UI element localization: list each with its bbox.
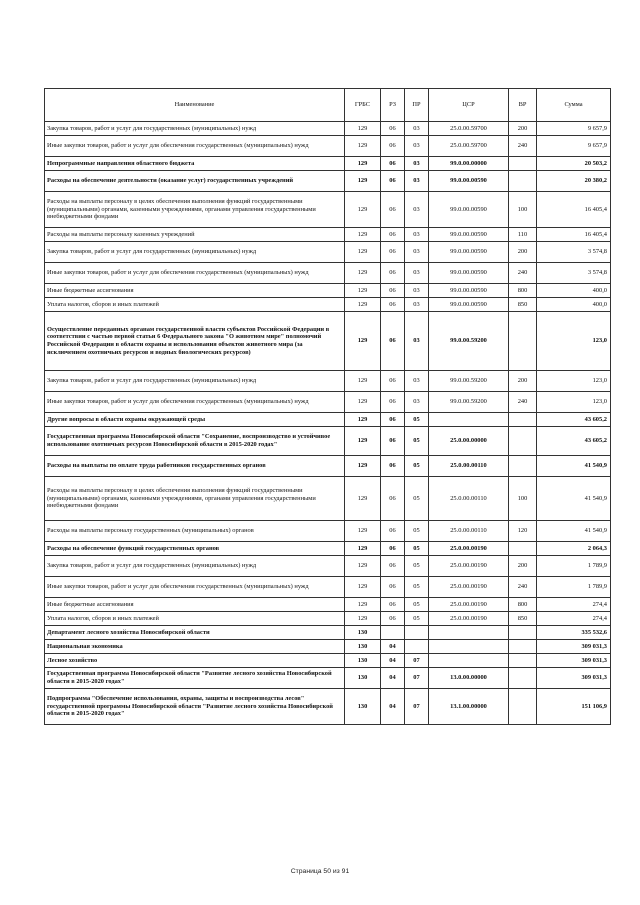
table-row (45, 298, 611, 312)
table-row (45, 192, 611, 228)
budget-table (44, 88, 611, 725)
cell-rz: 06 (381, 542, 405, 556)
table-row (45, 598, 611, 612)
cell-name: Иные бюджетные ассигнования (45, 598, 345, 612)
cell-vr (509, 668, 537, 689)
cell-rz: 06 (381, 392, 405, 413)
cell-pr: 03 (405, 122, 429, 136)
cell-vr: 120 (509, 521, 537, 542)
cell-rz: 06 (381, 312, 405, 371)
cell-grbs: 129 (345, 136, 381, 157)
cell-rz: 06 (381, 242, 405, 263)
table-body (45, 122, 611, 725)
cell-rz: 06 (381, 413, 405, 427)
cell-sum: 9 657,9 (537, 122, 611, 136)
cell-vr: 200 (509, 122, 537, 136)
cell-name: Расходы на выплаты персоналу государственных (муниципальных) органов (45, 521, 345, 542)
header-sum: Сумма (537, 89, 611, 122)
cell-name: Закупка товаров, работ и услуг для государственных (муниципальных) нужд (45, 556, 345, 577)
cell-sum: 3 574,8 (537, 263, 611, 284)
cell-csr (429, 654, 509, 668)
cell-csr: 99.0.00.00590 (429, 242, 509, 263)
cell-grbs: 129 (345, 312, 381, 371)
cell-rz: 06 (381, 157, 405, 171)
table-row (45, 392, 611, 413)
cell-pr: 05 (405, 612, 429, 626)
table-row (45, 542, 611, 556)
cell-vr (509, 171, 537, 192)
cell-csr: 99.0.00.00000 (429, 157, 509, 171)
cell-name: Иные закупки товаров, работ и услуг для обеспечения государственных (муниципальных) нужд (45, 392, 345, 413)
cell-grbs: 129 (345, 284, 381, 298)
cell-sum: 41 540,9 (537, 456, 611, 477)
table-row (45, 654, 611, 668)
cell-vr: 100 (509, 192, 537, 228)
cell-sum: 123,0 (537, 371, 611, 392)
cell-name: Расходы на выплаты по оплате труда работников государственных органов (45, 456, 345, 477)
cell-pr: 03 (405, 284, 429, 298)
cell-rz: 06 (381, 298, 405, 312)
cell-sum: 123,0 (537, 312, 611, 371)
cell-name: Государственная программа Новосибирской области "Развитие лесного хозяйства Новосибирской области в 2015-2020 годах" (45, 668, 345, 689)
table-row (45, 122, 611, 136)
cell-grbs: 129 (345, 556, 381, 577)
cell-vr (509, 654, 537, 668)
cell-vr: 200 (509, 371, 537, 392)
cell-csr: 25.0.00.59700 (429, 136, 509, 157)
cell-name: Расходы на выплаты персоналу в целях обеспечения выполнения функций государственными (муниципальными) органами, казенными учреждениями, органами управления государственными внебюджетными фондами (45, 477, 345, 521)
cell-sum: 2 064,3 (537, 542, 611, 556)
cell-grbs: 129 (345, 542, 381, 556)
cell-grbs: 129 (345, 477, 381, 521)
header-row (45, 89, 611, 122)
cell-pr: 05 (405, 577, 429, 598)
cell-csr (429, 626, 509, 640)
cell-rz: 06 (381, 577, 405, 598)
cell-pr: 07 (405, 668, 429, 689)
table-row (45, 626, 611, 640)
cell-sum: 123,0 (537, 392, 611, 413)
cell-rz: 06 (381, 556, 405, 577)
cell-pr: 03 (405, 171, 429, 192)
table-row (45, 371, 611, 392)
cell-pr: 03 (405, 371, 429, 392)
header-name: Наименование (45, 89, 345, 122)
cell-csr: 25.0.00.00110 (429, 456, 509, 477)
cell-pr: 03 (405, 192, 429, 228)
cell-csr: 99.0.00.00590 (429, 284, 509, 298)
cell-rz: 06 (381, 228, 405, 242)
cell-vr (509, 456, 537, 477)
cell-grbs: 129 (345, 228, 381, 242)
header-rz: РЗ (381, 89, 405, 122)
cell-name: Другие вопросы в области охраны окружающей среды (45, 413, 345, 427)
table-row (45, 556, 611, 577)
cell-csr: 99.0.00.00590 (429, 228, 509, 242)
cell-pr (405, 640, 429, 654)
cell-vr: 240 (509, 263, 537, 284)
cell-grbs: 129 (345, 612, 381, 626)
cell-vr (509, 689, 537, 725)
cell-name: Департамент лесного хозяйства Новосибирской области (45, 626, 345, 640)
cell-csr: 99.0.00.00590 (429, 192, 509, 228)
cell-pr: 03 (405, 242, 429, 263)
cell-grbs: 130 (345, 654, 381, 668)
cell-csr: 25.0.00.00190 (429, 598, 509, 612)
table-row (45, 312, 611, 371)
cell-rz (381, 626, 405, 640)
cell-grbs: 129 (345, 413, 381, 427)
cell-vr: 200 (509, 242, 537, 263)
table-row (45, 242, 611, 263)
cell-rz: 06 (381, 456, 405, 477)
cell-grbs: 129 (345, 298, 381, 312)
cell-csr: 13.0.00.00000 (429, 668, 509, 689)
cell-grbs: 129 (345, 263, 381, 284)
cell-grbs: 129 (345, 371, 381, 392)
cell-rz: 06 (381, 192, 405, 228)
cell-pr: 07 (405, 689, 429, 725)
cell-csr: 99.0.00.59200 (429, 371, 509, 392)
cell-vr (509, 157, 537, 171)
cell-csr: 25.0.00.00190 (429, 542, 509, 556)
cell-name: Непрограммные направления областного бюджета (45, 157, 345, 171)
cell-name: Иные закупки товаров, работ и услуг для обеспечения государственных (муниципальных) нужд (45, 263, 345, 284)
cell-rz: 06 (381, 263, 405, 284)
cell-name: Закупка товаров, работ и услуг для государственных (муниципальных) нужд (45, 122, 345, 136)
cell-name: Иные закупки товаров, работ и услуг для обеспечения государственных (муниципальных) нужд (45, 577, 345, 598)
cell-name: Государственная программа Новосибирской области "Сохранение, воспроизводство и устойчивое использование охотничьих ресурсов Новосибирской области в 2015-2020 годах" (45, 427, 345, 456)
table-row (45, 263, 611, 284)
cell-grbs: 130 (345, 626, 381, 640)
cell-grbs: 129 (345, 577, 381, 598)
cell-sum: 41 540,9 (537, 521, 611, 542)
cell-grbs: 130 (345, 689, 381, 725)
cell-pr: 03 (405, 136, 429, 157)
cell-grbs: 129 (345, 122, 381, 136)
cell-csr: 13.1.00.00000 (429, 689, 509, 725)
cell-csr: 25.0.00.00000 (429, 427, 509, 456)
cell-sum: 335 532,6 (537, 626, 611, 640)
cell-pr: 03 (405, 312, 429, 371)
cell-sum: 274,4 (537, 598, 611, 612)
cell-csr: 99.0.00.00590 (429, 263, 509, 284)
cell-csr: 25.0.00.00190 (429, 612, 509, 626)
cell-vr: 240 (509, 392, 537, 413)
cell-rz: 06 (381, 371, 405, 392)
cell-pr: 03 (405, 298, 429, 312)
cell-vr: 850 (509, 612, 537, 626)
table-row (45, 577, 611, 598)
header-grbs: ГРБС (345, 89, 381, 122)
cell-vr: 100 (509, 477, 537, 521)
cell-name: Уплата налогов, сборов и иных платежей (45, 612, 345, 626)
cell-rz: 04 (381, 654, 405, 668)
cell-rz: 06 (381, 171, 405, 192)
cell-name: Подпрограмма "Обеспечение использования, охраны, защиты и воспроизводства лесов" государственной программы Новосибирской области "Развитие лесного хозяйства Новосибирской области в 2015-2020 годах" (45, 689, 345, 725)
cell-sum: 3 574,8 (537, 242, 611, 263)
cell-pr: 03 (405, 263, 429, 284)
cell-name: Иные закупки товаров, работ и услуг для обеспечения государственных (муниципальных) нужд (45, 136, 345, 157)
table-row (45, 477, 611, 521)
cell-sum: 1 789,9 (537, 556, 611, 577)
cell-sum: 9 657,9 (537, 136, 611, 157)
cell-name: Расходы на выплаты персоналу казенных учреждений (45, 228, 345, 242)
cell-grbs: 129 (345, 242, 381, 263)
cell-pr: 05 (405, 598, 429, 612)
cell-sum: 41 540,9 (537, 477, 611, 521)
cell-pr: 05 (405, 542, 429, 556)
cell-csr: 25.0.00.59700 (429, 122, 509, 136)
cell-sum: 309 031,3 (537, 640, 611, 654)
cell-rz: 06 (381, 477, 405, 521)
cell-sum: 43 605,2 (537, 413, 611, 427)
cell-name: Закупка товаров, работ и услуг для государственных (муниципальных) нужд (45, 242, 345, 263)
cell-name: Уплата налогов, сборов и иных платежей (45, 298, 345, 312)
cell-sum: 1 789,9 (537, 577, 611, 598)
cell-pr: 05 (405, 413, 429, 427)
cell-pr: 03 (405, 228, 429, 242)
cell-name: Расходы на обеспечение функций государственных органов (45, 542, 345, 556)
cell-vr (509, 542, 537, 556)
cell-vr (509, 626, 537, 640)
cell-rz: 06 (381, 122, 405, 136)
cell-name: Иные бюджетные ассигнования (45, 284, 345, 298)
cell-pr: 03 (405, 392, 429, 413)
cell-sum: 20 503,2 (537, 157, 611, 171)
cell-rz: 06 (381, 521, 405, 542)
cell-rz: 06 (381, 427, 405, 456)
cell-grbs: 130 (345, 668, 381, 689)
table-row (45, 640, 611, 654)
table-row (45, 612, 611, 626)
table-row (45, 228, 611, 242)
cell-pr: 05 (405, 456, 429, 477)
cell-sum: 400,0 (537, 284, 611, 298)
cell-csr: 99.0.00.00590 (429, 171, 509, 192)
cell-csr (429, 640, 509, 654)
cell-sum: 274,4 (537, 612, 611, 626)
cell-vr: 200 (509, 556, 537, 577)
page-number: Страница 50 из 91 (290, 868, 350, 875)
cell-grbs: 129 (345, 192, 381, 228)
cell-vr (509, 312, 537, 371)
header-csr: ЦСР (429, 89, 509, 122)
cell-csr: 25.0.00.00190 (429, 577, 509, 598)
cell-sum: 309 031,3 (537, 668, 611, 689)
cell-name: Закупка товаров, работ и услуг для государственных (муниципальных) нужд (45, 371, 345, 392)
cell-csr: 99.0.00.00590 (429, 298, 509, 312)
cell-name: Национальная экономика (45, 640, 345, 654)
cell-csr: 99.0.00.59200 (429, 312, 509, 371)
cell-name: Расходы на обеспечение деятельности (оказание услуг) государственных учреждений (45, 171, 345, 192)
cell-vr: 850 (509, 298, 537, 312)
table-row (45, 157, 611, 171)
cell-grbs: 130 (345, 640, 381, 654)
table-row (45, 668, 611, 689)
cell-vr (509, 427, 537, 456)
table-row (45, 413, 611, 427)
table-row (45, 171, 611, 192)
cell-vr: 800 (509, 284, 537, 298)
cell-vr: 800 (509, 598, 537, 612)
cell-vr: 240 (509, 136, 537, 157)
cell-rz: 06 (381, 612, 405, 626)
cell-pr: 03 (405, 157, 429, 171)
cell-rz: 04 (381, 689, 405, 725)
cell-rz: 06 (381, 598, 405, 612)
cell-name: Лесное хозяйство (45, 654, 345, 668)
cell-sum: 20 380,2 (537, 171, 611, 192)
cell-pr (405, 626, 429, 640)
cell-sum: 16 405,4 (537, 192, 611, 228)
cell-sum: 43 605,2 (537, 427, 611, 456)
cell-name: Осуществление переданных органам государственной власти субъектов Российской Федерации в соответствии с частью первой статьи 6 Федерального закона "О животном мире" полномочий Российской Федерации в области охраны и использования объектов животного мира (за исключением охотничьих ресурсов и водных биологических ресурсов) (45, 312, 345, 371)
cell-grbs: 129 (345, 456, 381, 477)
cell-rz: 06 (381, 136, 405, 157)
cell-sum: 400,0 (537, 298, 611, 312)
cell-grbs: 129 (345, 598, 381, 612)
cell-rz: 04 (381, 668, 405, 689)
header-vr: ВР (509, 89, 537, 122)
cell-sum: 309 031,3 (537, 654, 611, 668)
cell-csr: 25.0.00.00190 (429, 556, 509, 577)
cell-pr: 05 (405, 477, 429, 521)
cell-grbs: 129 (345, 157, 381, 171)
cell-grbs: 129 (345, 521, 381, 542)
table-row (45, 689, 611, 725)
cell-csr (429, 413, 509, 427)
cell-pr: 05 (405, 521, 429, 542)
cell-csr: 25.0.00.00110 (429, 521, 509, 542)
cell-name: Расходы на выплаты персоналу в целях обеспечения выполнения функций государственными (муниципальными) органами, казенными учреждениями, органами управления государственными внебюджетными фондами (45, 192, 345, 228)
cell-sum: 151 106,9 (537, 689, 611, 725)
table-row (45, 427, 611, 456)
cell-csr: 25.0.00.00110 (429, 477, 509, 521)
cell-vr (509, 640, 537, 654)
header-pr: ПР (405, 89, 429, 122)
cell-pr: 07 (405, 654, 429, 668)
table-row (45, 136, 611, 157)
cell-vr: 240 (509, 577, 537, 598)
table-row (45, 456, 611, 477)
table-row (45, 521, 611, 542)
cell-sum: 16 405,4 (537, 228, 611, 242)
cell-grbs: 129 (345, 171, 381, 192)
cell-vr (509, 413, 537, 427)
cell-grbs: 129 (345, 392, 381, 413)
cell-rz: 04 (381, 640, 405, 654)
cell-vr: 110 (509, 228, 537, 242)
cell-pr: 05 (405, 427, 429, 456)
cell-csr: 99.0.00.59200 (429, 392, 509, 413)
cell-grbs: 129 (345, 427, 381, 456)
cell-rz: 06 (381, 284, 405, 298)
table-row (45, 284, 611, 298)
cell-pr: 05 (405, 556, 429, 577)
